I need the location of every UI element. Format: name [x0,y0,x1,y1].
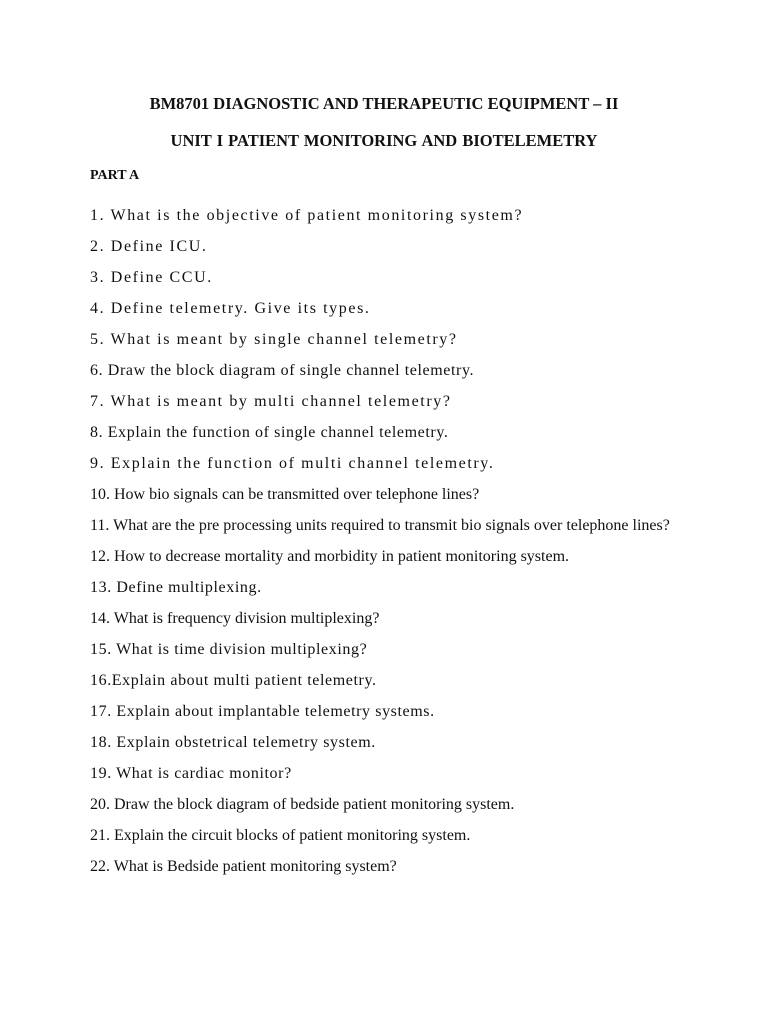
question-list [90,200,678,882]
question-item: 7. What is meant by multi channel telemetry? [90,393,452,410]
unit-title: UNIT I PATIENT MONITORING AND BIOTELEMETRY [170,131,598,150]
question-item: 1. What is the objective of patient monitoring system? [90,207,524,224]
question-item: 11. What are the pre processing units required to transmit bio signals over telephone lines? [90,517,670,534]
question-item: 18. Explain obstetrical telemetry system. [90,734,376,751]
question-item: 22. What is Bedside patient monitoring system? [90,858,397,875]
question-item: 19. What is cardiac monitor? [90,765,292,782]
question-item: 17. Explain about implantable telemetry systems. [90,703,435,720]
question-item: 16.Explain about multi patient telemetry. [90,672,377,689]
question-item: 8. Explain the function of single channel telemetry. [90,424,449,441]
question-item: 2. Define ICU. [90,238,208,255]
question-item: 4. Define telemetry. Give its types. [90,300,371,317]
course-title: BM8701 DIAGNOSTIC AND THERAPEUTIC EQUIPMENT – II [149,94,619,113]
question-item: 21. Explain the circuit blocks of patient monitoring system. [90,827,471,844]
question-item: 15. What is time division multiplexing? [90,641,368,658]
question-item: 3. Define CCU. [90,269,213,286]
question-item: 5. What is meant by single channel telemetry? [90,331,458,348]
question-item: 10. How bio signals can be transmitted over telephone lines? [90,486,480,503]
question-item: 6. Draw the block diagram of single channel telemetry. [90,362,475,379]
question-item: 13. Define multiplexing. [90,579,262,596]
part-label: PART A [90,168,140,183]
question-item: 20. Draw the block diagram of bedside patient monitoring system. [90,796,515,813]
question-item: 14. What is frequency division multiplexing? [90,610,380,627]
question-item: 12. How to decrease mortality and morbidity in patient monitoring system. [90,548,570,565]
question-item: 9. Explain the function of multi channel telemetry. [90,455,495,472]
